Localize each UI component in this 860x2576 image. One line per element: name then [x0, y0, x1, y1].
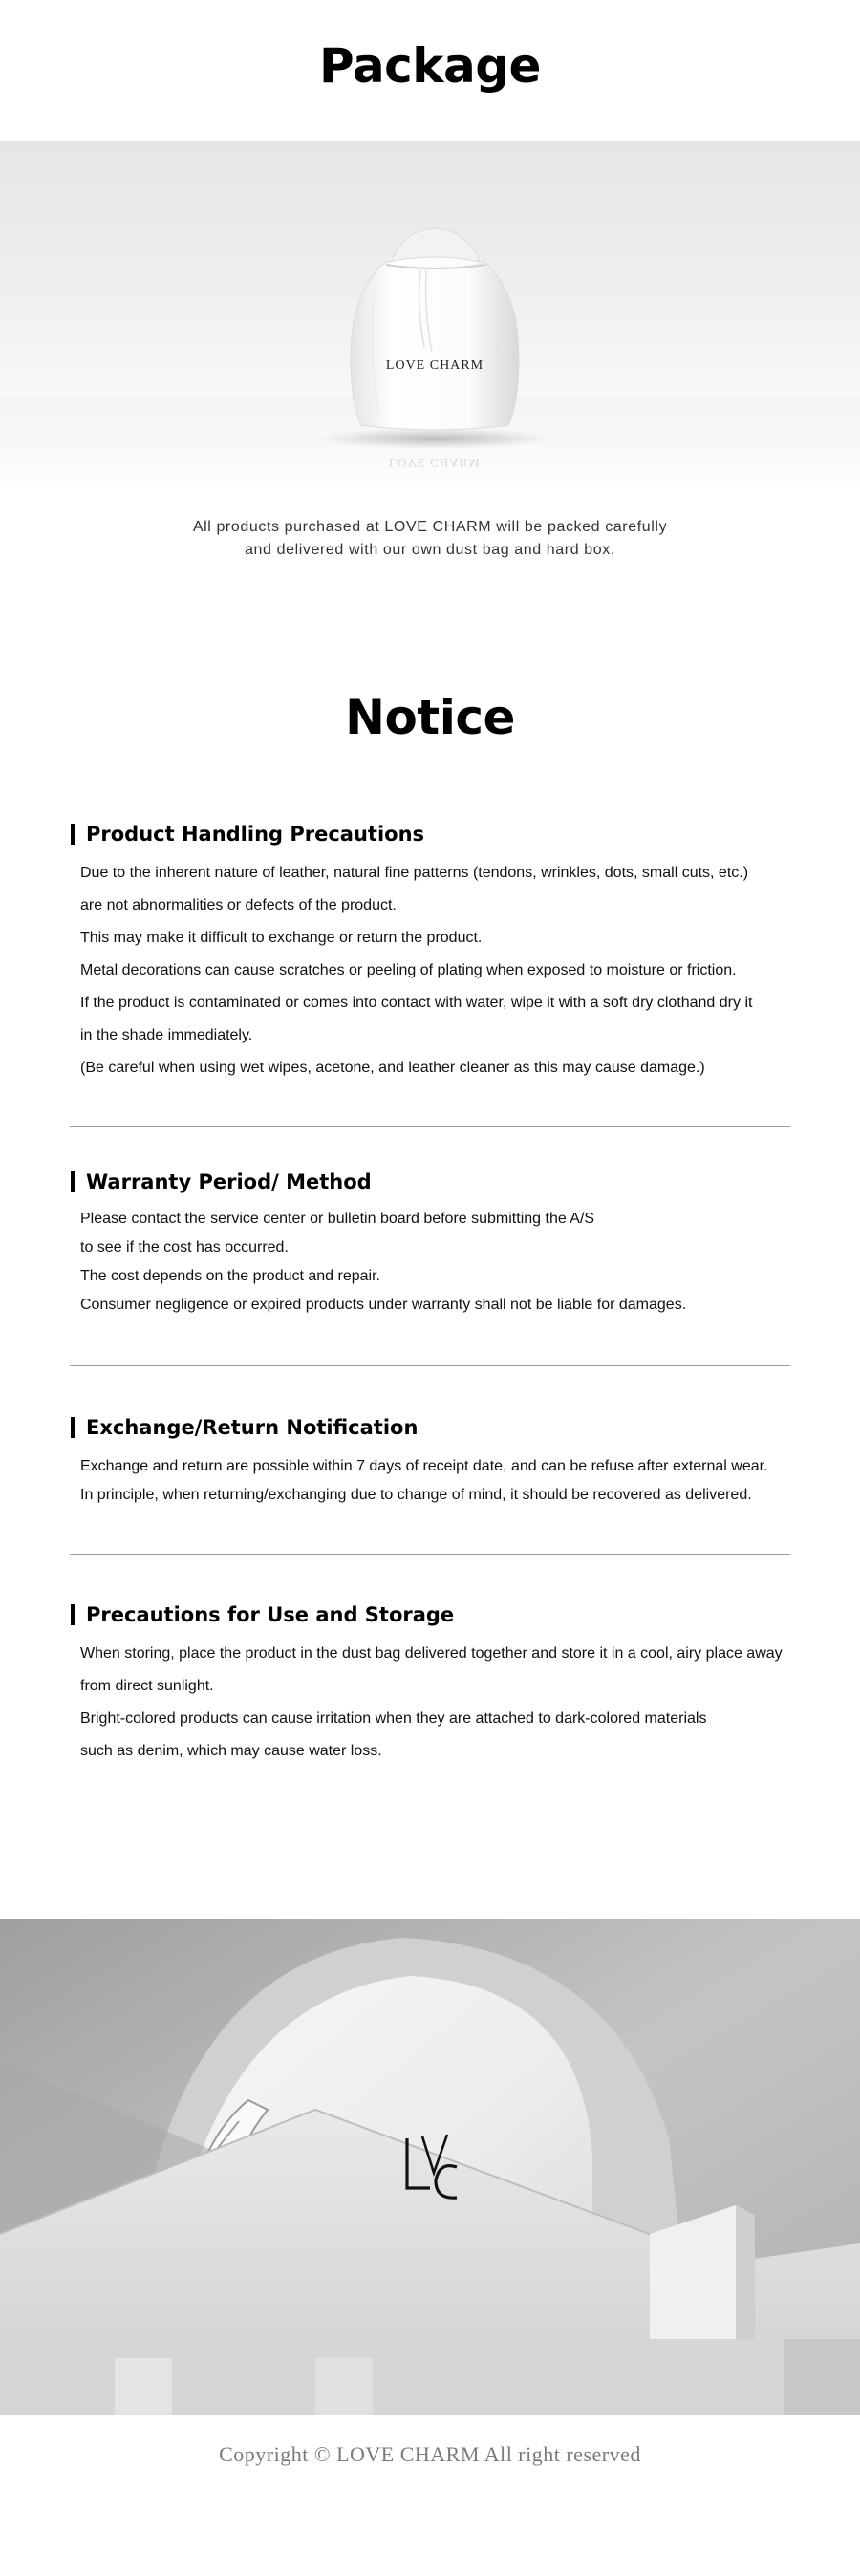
package-photo [0, 141, 860, 483]
section-divider [70, 1554, 790, 1555]
love-charm-logo [401, 2131, 464, 2205]
section-heading-storage: Precautions for Use and Storage [71, 1604, 454, 1625]
body-line: are not abnormalities or defects of the product. [80, 897, 397, 913]
body-line: In principle, when returning/exchanging due to change of mind, it should be recovered as delivered. [80, 1487, 752, 1503]
bag-label: LOVE CHARM [385, 358, 484, 373]
bag-reflection: LOVE CHARM [389, 456, 481, 470]
notice-title: Notice [345, 690, 515, 745]
body-line: The cost depends on the product and repair. [80, 1268, 380, 1284]
package-description-line: All products purchased at LOVE CHARM will be packed carefully [192, 519, 668, 535]
section-heading-exchange: Exchange/Return Notification [71, 1417, 418, 1438]
section-divider [70, 1365, 790, 1366]
section-body-warranty [80, 1205, 806, 1320]
package-description-line: and delivered with our own dust bag and hard box. [245, 542, 615, 558]
body-line: Exchange and return are possible within 7 days of receipt date, and can be refuse after external wear. [80, 1458, 768, 1474]
body-line: to see if the cost has occurred. [80, 1239, 289, 1256]
section-heading-handling: Product Handling Precautions [71, 824, 424, 845]
body-line: in the shade immediately. [80, 1027, 253, 1043]
dust-bag-image [336, 223, 533, 431]
body-line: Consumer negligence or expired products under warranty shall not be liable for damages. [80, 1297, 687, 1313]
body-line: If the product is contaminated or comes into contact with water, wipe it with a soft dry clothand dry it [80, 995, 753, 1011]
body-line: Metal decorations can cause scratches or peeling of plating when exposed to moisture or friction. [80, 962, 737, 978]
package-description [0, 516, 860, 562]
copyright-text: Copyright © LOVE CHARM All right reserved [219, 2442, 641, 2466]
section-heading-warranty: Warranty Period/ Method [71, 1171, 372, 1192]
section-divider [70, 1126, 790, 1127]
body-line: This may make it difficult to exchange or return the product. [80, 930, 483, 946]
body-line: (Be careful when using wet wipes, acetone, and leather cleaner as this may cause damage.) [80, 1060, 705, 1076]
body-line: from direct sunlight. [80, 1678, 214, 1694]
body-line: Bright-colored products can cause irritation when they are attached to dark-colored materials [80, 1710, 707, 1727]
body-line: When storing, place the product in the dust bag delivered together and store it in a cool, airy place away [80, 1645, 783, 1662]
architecture-photo [0, 1919, 860, 2415]
package-title: Package [319, 38, 541, 94]
body-line: such as denim, which may cause water loss. [80, 1743, 382, 1759]
body-line: Please contact the service center or bulletin board before submitting the A/S [80, 1211, 595, 1227]
section-body-handling [80, 857, 806, 1084]
body-line: Due to the inherent nature of leather, natural fine patterns (tendons, wrinkles, dots, small cuts, etc.) [80, 865, 749, 881]
section-body-exchange [80, 1452, 806, 1510]
section-body-storage [80, 1638, 806, 1768]
